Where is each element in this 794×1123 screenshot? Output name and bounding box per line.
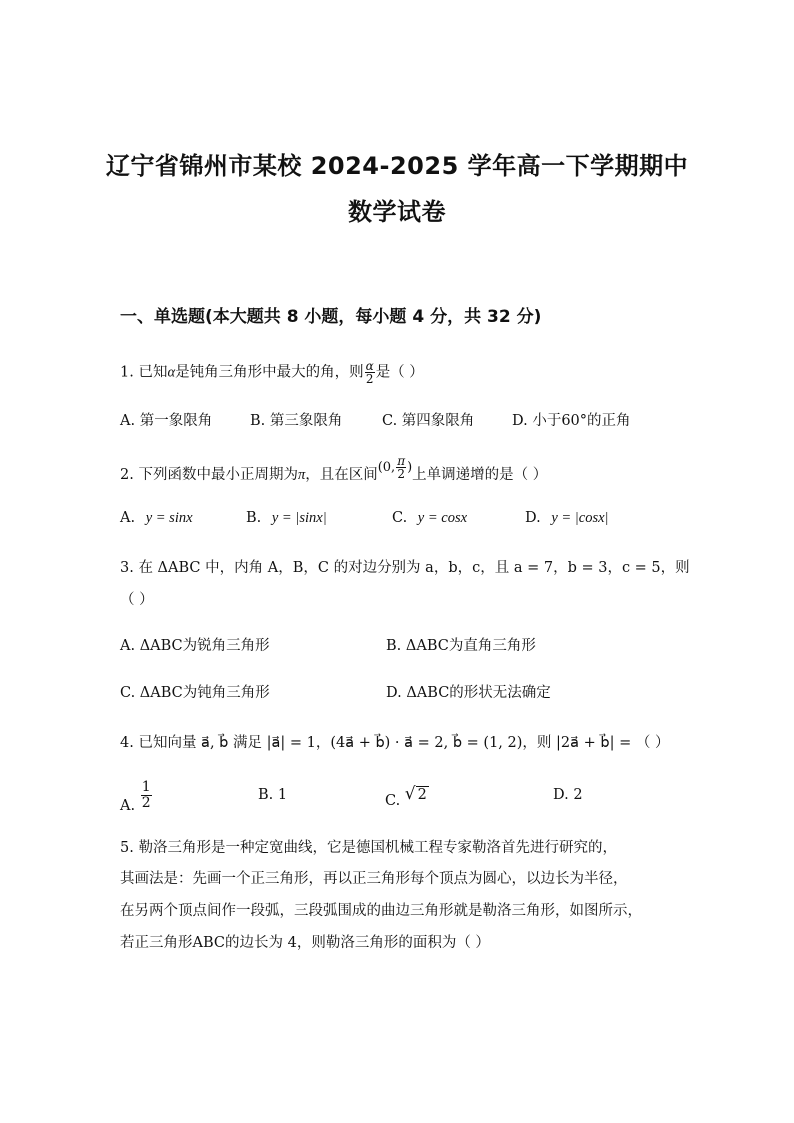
q2-option-d-expr: y = |cosx|	[551, 510, 609, 526]
q1-prefix: 1. 已知	[120, 364, 168, 381]
q1-option-d: D. 小于60°的正角	[512, 413, 631, 429]
question-1	[120, 360, 424, 385]
q4-option-a-fraction	[141, 780, 152, 811]
q4-option-b: B. 1	[258, 787, 288, 803]
q2-mid: ，且在区间	[305, 467, 378, 483]
q1-option-a: A. 第一象限角	[120, 413, 213, 429]
question-5-line3: 在另两个顶点间作一段弧，三段弧围成的曲边三角形就是勒洛三角形，如图所示，	[120, 903, 642, 919]
q1-suffix: 是（ ）	[375, 364, 424, 381]
q1-frac-num: α	[365, 359, 374, 373]
q4-option-a	[120, 779, 153, 814]
q4-option-a-den: 2	[141, 795, 151, 811]
q3-option-a: A. ΔABC为锐角三角形	[120, 638, 270, 654]
q2-option-c-expr: y = cosx	[417, 510, 468, 526]
q4-option-c-label: C.	[385, 793, 401, 809]
question-5-line4: 若正三角形ABC的边长为 4，则勒洛三角形的面积为（ ）	[120, 935, 490, 951]
question-4: 4. 已知向量 a⃗, b⃗ 满足 |a⃗| = 1，(4a⃗ + b⃗) · a⃗ = 2, b⃗ = (1, 2)，则 |2a⃗ + b⃗| = （ ）	[120, 735, 670, 751]
q2-frac-num: π	[397, 454, 406, 468]
q4-option-c	[385, 784, 429, 809]
q2-fraction	[396, 455, 406, 480]
q2-suffix: 上单调递增的是（ ）	[412, 467, 548, 483]
q2-option-b-label: B.	[246, 510, 262, 526]
question-3-line1: 3. 在 ΔABC 中，内角 A，B，C 的对边分别为 a，b，c，且 a = 7，b = 3，c = 5，则	[120, 560, 690, 576]
q4-option-a-label: A.	[120, 797, 136, 814]
q2-interval-close: )	[407, 460, 413, 475]
q4-option-a-num: 1	[141, 779, 151, 795]
q2-option-c-label: C.	[392, 510, 408, 526]
exam-title-line1: 辽宁省锦州市某校 2024-2025 学年高一下学期期中	[105, 152, 689, 180]
q2-option-a-label: A.	[120, 510, 136, 526]
question-5-line1: 5. 勒洛三角形是一种定宽曲线，它是德国机械工程专家勒洛首先进行研究的，	[120, 840, 617, 856]
q1-option-c: C. 第四象限角	[382, 413, 475, 429]
q1-mid: 是钝角三角形中最大的角，则	[175, 364, 364, 381]
q1-var: α	[167, 364, 176, 381]
q2-pi: π	[297, 467, 306, 483]
question-5-line2: 其画法是：先画一个正三角形，再以正三角形每个顶点为圆心，以边长为半径，	[120, 871, 628, 887]
q2-option-d	[525, 510, 609, 527]
q1-fraction	[365, 360, 375, 385]
q2-option-a-expr: y = sinx	[145, 510, 193, 526]
q2-option-a	[120, 510, 193, 527]
question-3-line2: （ ）	[120, 592, 154, 608]
sqrt-symbol: √	[404, 784, 416, 804]
q1-option-b: B. 第三象限角	[250, 413, 343, 429]
q2-interval-open: (0,	[377, 460, 396, 475]
q2-frac-den: 2	[397, 467, 405, 481]
q2-option-b-expr: y = |sinx|	[271, 510, 327, 526]
q2-interval	[377, 454, 413, 481]
q3-option-d: D. ΔABC的形状无法确定	[386, 685, 551, 701]
section-heading-single-choice: 一、单选题(本大题共 8 小题，每小题 4 分，共 32 分)	[120, 307, 542, 327]
q2-option-d-label: D.	[525, 510, 541, 526]
q2-option-c	[392, 510, 467, 527]
q2-prefix: 2. 下列函数中最小正周期为	[120, 467, 298, 483]
q4-option-c-radicand: 2	[417, 787, 427, 803]
q2-option-b	[246, 510, 327, 527]
q3-option-b: B. ΔABC为直角三角形	[386, 638, 536, 654]
q3-option-c: C. ΔABC为钝角三角形	[120, 685, 270, 701]
exam-title-line2: 数学试卷	[348, 198, 446, 226]
q4-option-d: D. 2	[553, 787, 583, 803]
question-2	[120, 454, 548, 488]
q1-frac-den: 2	[365, 372, 374, 386]
